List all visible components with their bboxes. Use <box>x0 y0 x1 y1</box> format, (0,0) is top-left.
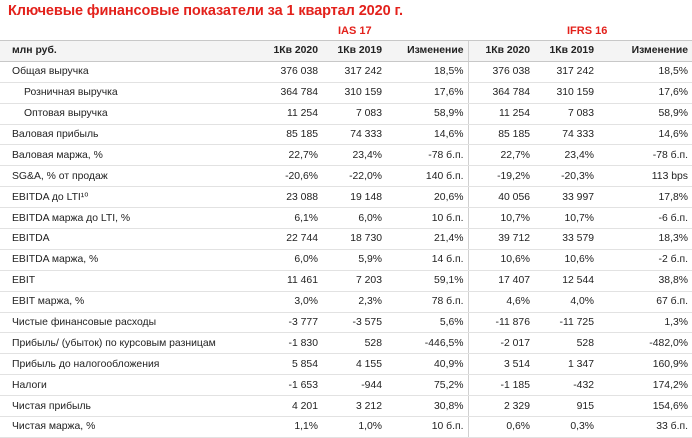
ifrs-q1-2019-cell: 23,4% <box>534 145 598 166</box>
ifrs-q1-2019-cell: 310 159 <box>534 82 598 103</box>
page-title: Ключевые финансовые показатели за 1 квартал 2020 г. <box>8 3 403 19</box>
ias-q1-2019-cell: 18 730 <box>322 229 386 250</box>
header-ias-q1-2020: 1Кв 2020 <box>252 41 322 62</box>
ias-change-cell: 14 б.п. <box>386 249 468 270</box>
ias-q1-2020-cell: 11 254 <box>252 103 322 124</box>
table-row <box>0 312 692 333</box>
ifrs-q1-2019-cell: 12 544 <box>534 270 598 291</box>
row-label: Оптовая выручка <box>0 103 252 124</box>
row-label: EBIT <box>0 270 252 291</box>
ias-q1-2019-cell: 23,4% <box>322 145 386 166</box>
financials-table <box>0 40 692 438</box>
ifrs-change-cell: 33 б.п. <box>598 417 692 438</box>
ifrs-q1-2019-cell: 317 242 <box>534 61 598 82</box>
ias-q1-2019-cell: 74 333 <box>322 124 386 145</box>
table-row <box>0 229 692 250</box>
ifrs-q1-2019-cell: 33 997 <box>534 187 598 208</box>
row-label: Розничная выручка <box>0 82 252 103</box>
ias-q1-2020-cell: 364 784 <box>252 82 322 103</box>
ifrs-change-cell: -6 б.п. <box>598 208 692 229</box>
header-ifrs-q1-2020: 1Кв 2020 <box>468 41 534 62</box>
ifrs-change-cell: -482,0% <box>598 333 692 354</box>
ias-q1-2020-cell: 23 088 <box>252 187 322 208</box>
ifrs-change-cell: 1,3% <box>598 312 692 333</box>
row-label: EBITDA <box>0 229 252 250</box>
ias-q1-2020-cell: -20,6% <box>252 166 322 187</box>
ifrs-q1-2020-cell: -19,2% <box>468 166 534 187</box>
ifrs-change-cell: 160,9% <box>598 354 692 375</box>
ias-q1-2020-cell: 22 744 <box>252 229 322 250</box>
ias-q1-2019-cell: 3 212 <box>322 396 386 417</box>
ias-q1-2020-cell: 22,7% <box>252 145 322 166</box>
ias-change-cell: 10 б.п. <box>386 417 468 438</box>
row-label: EBIT маржа, % <box>0 291 252 312</box>
row-label: EBITDA до LTI¹⁰ <box>0 187 252 208</box>
ifrs-q1-2020-cell: 17 407 <box>468 270 534 291</box>
ifrs-q1-2020-cell: 10,6% <box>468 249 534 270</box>
ifrs-q1-2020-cell: 4,6% <box>468 291 534 312</box>
ias-q1-2019-cell: 5,9% <box>322 249 386 270</box>
ifrs-q1-2020-cell: 40 056 <box>468 187 534 208</box>
ifrs-q1-2020-cell: -11 876 <box>468 312 534 333</box>
ifrs-q1-2020-cell: 85 185 <box>468 124 534 145</box>
header-ias-change: Изменение <box>386 41 468 62</box>
ifrs-q1-2019-cell: 7 083 <box>534 103 598 124</box>
ifrs-q1-2020-cell: -1 185 <box>468 375 534 396</box>
table-row <box>0 333 692 354</box>
ifrs-change-cell: 17,8% <box>598 187 692 208</box>
ias-change-cell: 140 б.п. <box>386 166 468 187</box>
table-row <box>0 417 692 438</box>
ias-q1-2019-cell: 317 242 <box>322 61 386 82</box>
row-label: Чистые финансовые расходы <box>0 312 252 333</box>
ifrs-q1-2020-cell: 2 329 <box>468 396 534 417</box>
ifrs-change-cell: -2 б.п. <box>598 249 692 270</box>
row-label: EBITDA маржа до LTI, % <box>0 208 252 229</box>
ifrs-q1-2019-cell: -20,3% <box>534 166 598 187</box>
ifrs-change-cell: 18,5% <box>598 61 692 82</box>
ifrs-q1-2020-cell: -2 017 <box>468 333 534 354</box>
ias-q1-2019-cell: 4 155 <box>322 354 386 375</box>
table-row <box>0 145 692 166</box>
ifrs-q1-2019-cell: 10,6% <box>534 249 598 270</box>
table-row <box>0 124 692 145</box>
ias-change-cell: 40,9% <box>386 354 468 375</box>
row-label: SG&A, % от продаж <box>0 166 252 187</box>
ias-q1-2019-cell: -22,0% <box>322 166 386 187</box>
ifrs-q1-2019-cell: 74 333 <box>534 124 598 145</box>
table-row <box>0 396 692 417</box>
ifrs-q1-2019-cell: 1 347 <box>534 354 598 375</box>
table-row <box>0 103 692 124</box>
header-unit: млн руб. <box>0 41 252 62</box>
ias-change-cell: 59,1% <box>386 270 468 291</box>
table-row <box>0 270 692 291</box>
ias-change-cell: 10 б.п. <box>386 208 468 229</box>
ias-change-cell: 17,6% <box>386 82 468 103</box>
ifrs-change-cell: 38,8% <box>598 270 692 291</box>
ifrs-change-cell: 18,3% <box>598 229 692 250</box>
ifrs-change-cell: 17,6% <box>598 82 692 103</box>
ias-q1-2019-cell: 7 203 <box>322 270 386 291</box>
ias-q1-2020-cell: 4 201 <box>252 396 322 417</box>
row-label: Прибыль/ (убыток) по курсовым разницам <box>0 333 252 354</box>
row-label: Общая выручка <box>0 61 252 82</box>
row-label: Налоги <box>0 375 252 396</box>
ifrs-change-cell: -78 б.п. <box>598 145 692 166</box>
ifrs-q1-2019-cell: 33 579 <box>534 229 598 250</box>
ifrs-q1-2019-cell: 528 <box>534 333 598 354</box>
row-label: Чистая прибыль <box>0 396 252 417</box>
row-label: Прибыль до налогообложения <box>0 354 252 375</box>
table-row <box>0 82 692 103</box>
table-row <box>0 187 692 208</box>
ias-change-cell: 78 б.п. <box>386 291 468 312</box>
ifrs-q1-2019-cell: 915 <box>534 396 598 417</box>
ifrs-q1-2019-cell: 10,7% <box>534 208 598 229</box>
ias-q1-2019-cell: 2,3% <box>322 291 386 312</box>
ifrs-q1-2020-cell: 376 038 <box>468 61 534 82</box>
table-row <box>0 61 692 82</box>
ias-q1-2020-cell: 3,0% <box>252 291 322 312</box>
ifrs-q1-2020-cell: 0,6% <box>468 417 534 438</box>
ifrs-q1-2019-cell: 4,0% <box>534 291 598 312</box>
ias-q1-2019-cell: -3 575 <box>322 312 386 333</box>
ias-q1-2019-cell: 6,0% <box>322 208 386 229</box>
row-label: Чистая маржа, % <box>0 417 252 438</box>
ias-q1-2020-cell: 376 038 <box>252 61 322 82</box>
ias-q1-2019-cell: 1,0% <box>322 417 386 438</box>
ias-change-cell: 58,9% <box>386 103 468 124</box>
ias-q1-2019-cell: 310 159 <box>322 82 386 103</box>
ias-q1-2020-cell: -3 777 <box>252 312 322 333</box>
ifrs-change-cell: 14,6% <box>598 124 692 145</box>
ias-q1-2020-cell: 1,1% <box>252 417 322 438</box>
ias-change-cell: 21,4% <box>386 229 468 250</box>
ias-change-cell: -78 б.п. <box>386 145 468 166</box>
ias-q1-2020-cell: 6,0% <box>252 249 322 270</box>
ifrs-q1-2020-cell: 39 712 <box>468 229 534 250</box>
ifrs-q1-2019-cell: 0,3% <box>534 417 598 438</box>
ias-change-cell: 14,6% <box>386 124 468 145</box>
ifrs-change-cell: 154,6% <box>598 396 692 417</box>
ias-q1-2019-cell: 528 <box>322 333 386 354</box>
ias-q1-2019-cell: 19 148 <box>322 187 386 208</box>
ias-change-cell: 5,6% <box>386 312 468 333</box>
ias-q1-2020-cell: 5 854 <box>252 354 322 375</box>
ias-change-cell: 18,5% <box>386 61 468 82</box>
ifrs-change-cell: 174,2% <box>598 375 692 396</box>
row-label: Валовая прибыль <box>0 124 252 145</box>
ifrs-q1-2020-cell: 10,7% <box>468 208 534 229</box>
ias-q1-2020-cell: -1 830 <box>252 333 322 354</box>
group-label-ifrs: IFRS 16 <box>567 25 608 37</box>
ifrs-change-cell: 113 bps <box>598 166 692 187</box>
ias-change-cell: 30,8% <box>386 396 468 417</box>
ias-q1-2020-cell: 6,1% <box>252 208 322 229</box>
group-label-ias: IAS 17 <box>338 25 372 37</box>
row-label: Валовая маржа, % <box>0 145 252 166</box>
header-ias-q1-2019: 1Кв 2019 <box>322 41 386 62</box>
table-row <box>0 291 692 312</box>
ifrs-change-cell: 67 б.п. <box>598 291 692 312</box>
ifrs-q1-2019-cell: -11 725 <box>534 312 598 333</box>
header-ifrs-change: Изменение <box>598 41 692 62</box>
ifrs-q1-2020-cell: 11 254 <box>468 103 534 124</box>
table-row <box>0 354 692 375</box>
table-row <box>0 166 692 187</box>
row-label: EBITDA маржа, % <box>0 249 252 270</box>
ias-q1-2020-cell: -1 653 <box>252 375 322 396</box>
ifrs-q1-2020-cell: 22,7% <box>468 145 534 166</box>
table-row <box>0 375 692 396</box>
ias-change-cell: 75,2% <box>386 375 468 396</box>
ias-q1-2019-cell: 7 083 <box>322 103 386 124</box>
header-row <box>0 41 692 62</box>
ifrs-change-cell: 58,9% <box>598 103 692 124</box>
ifrs-q1-2020-cell: 3 514 <box>468 354 534 375</box>
header-ifrs-q1-2019: 1Кв 2019 <box>534 41 598 62</box>
ias-change-cell: 20,6% <box>386 187 468 208</box>
ifrs-q1-2020-cell: 364 784 <box>468 82 534 103</box>
ias-change-cell: -446,5% <box>386 333 468 354</box>
table-row <box>0 249 692 270</box>
ias-q1-2019-cell: -944 <box>322 375 386 396</box>
ifrs-q1-2019-cell: -432 <box>534 375 598 396</box>
ias-q1-2020-cell: 11 461 <box>252 270 322 291</box>
table-row <box>0 208 692 229</box>
ias-q1-2020-cell: 85 185 <box>252 124 322 145</box>
